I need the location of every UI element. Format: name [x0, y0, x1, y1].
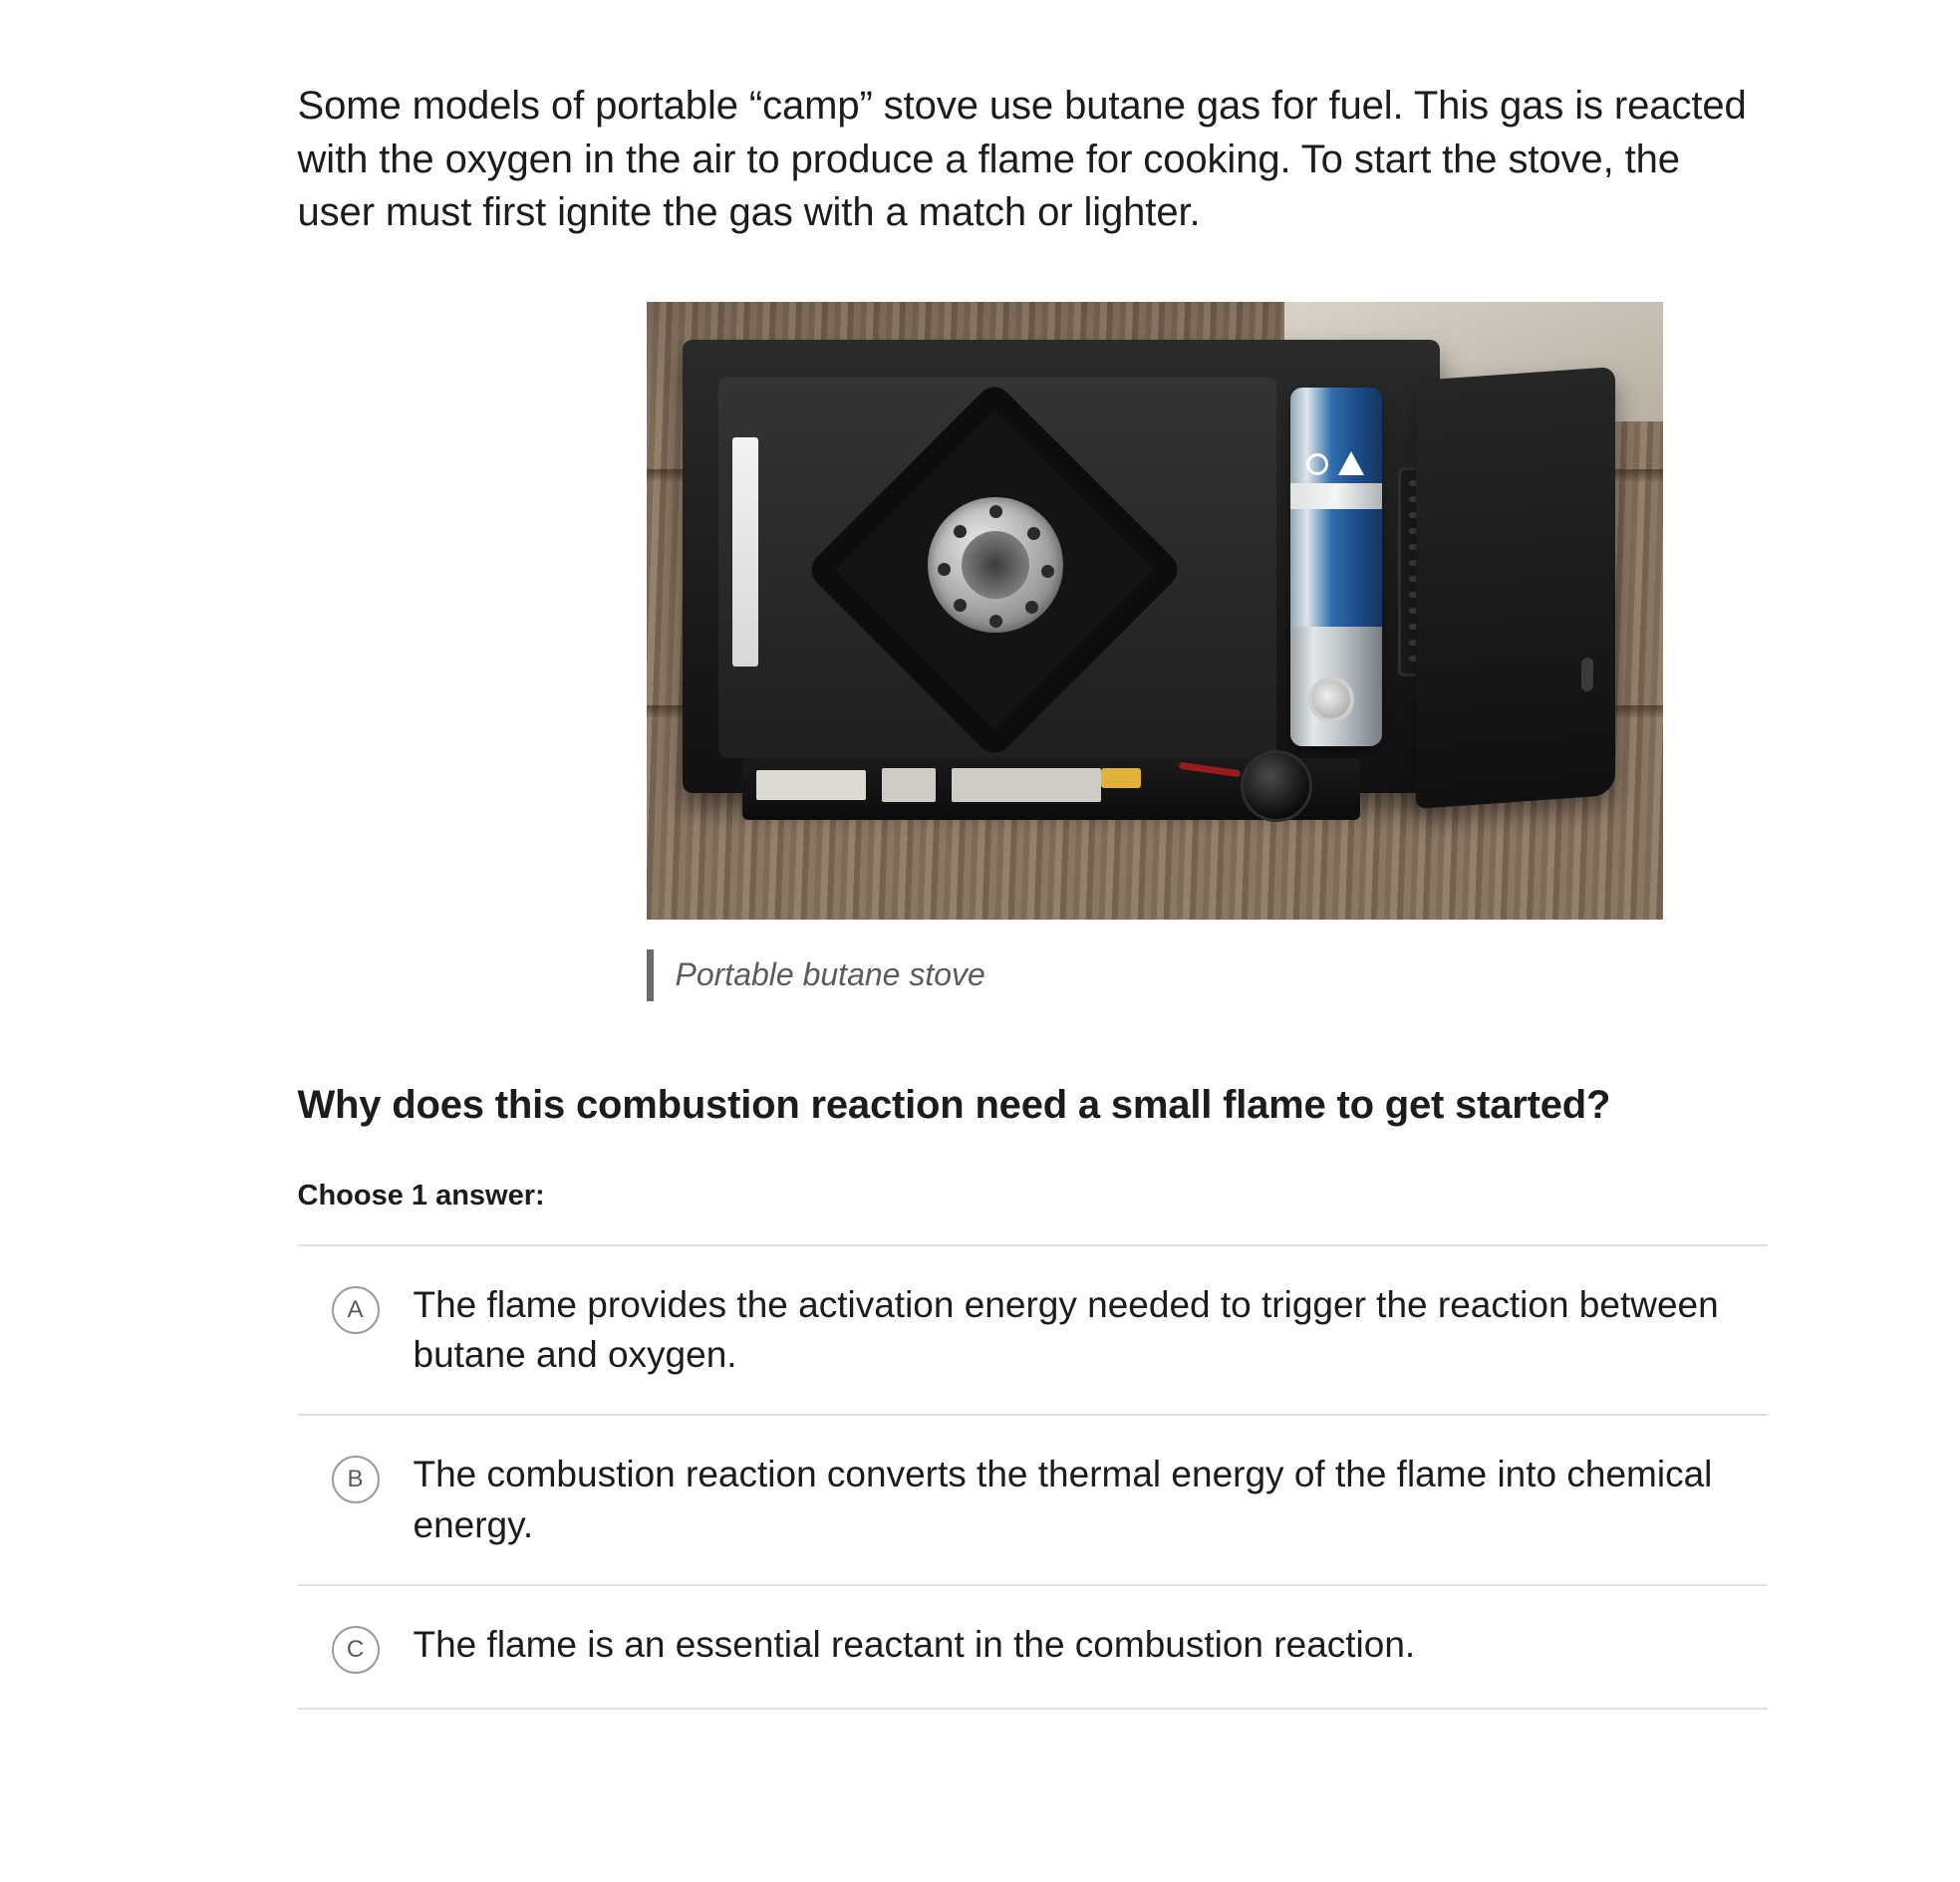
- figure: [298, 302, 1768, 920]
- question-prompt: Why does this combustion reaction need a small flame to get started?: [297, 1082, 1611, 1127]
- stove-body: [683, 340, 1440, 793]
- question-content: [134, 80, 1827, 1710]
- canister-circle-icon: [1306, 453, 1328, 475]
- stove-lid-tray: [1416, 367, 1615, 809]
- choice-letter-c[interactable]: C: [332, 1626, 380, 1674]
- canister-warning-icon: [1338, 451, 1364, 475]
- choice-text-b: The combustion reaction converts the thermal energy of the flame into chemical energy.: [413, 1454, 1713, 1545]
- choice-text-c: The flame is an essential reactant in the combustion reaction.: [413, 1624, 1416, 1666]
- canister-band: [1290, 483, 1382, 509]
- figure-caption: [298, 949, 1768, 1001]
- answer-choices: [298, 1244, 1768, 1710]
- caption-text: Portable butane stove: [675, 956, 985, 993]
- igniter-button: [1101, 768, 1141, 788]
- answer-choice-a[interactable]: [298, 1246, 1768, 1417]
- answer-choice-b[interactable]: [298, 1416, 1768, 1586]
- choice-text-a: The flame provides the activation energy needed to trigger the reaction between butane and oxygen.: [413, 1283, 1719, 1376]
- burner-holes: [928, 497, 1063, 633]
- control-dial: [1241, 750, 1312, 822]
- answer-choice-c[interactable]: [298, 1586, 1768, 1710]
- stove-photo: [647, 302, 1663, 920]
- front-label-2: [882, 768, 936, 802]
- answer-instruction: Choose 1 answer:: [297, 1179, 545, 1211]
- caption-accent-bar: [647, 949, 654, 1001]
- choice-letter-a[interactable]: A: [332, 1286, 380, 1334]
- front-label-3: [952, 768, 1101, 802]
- butane-canister: [1290, 388, 1382, 746]
- passage-text: Some models of portable “camp” stove use butane gas for fuel. This gas is reacted with the oxygen in the air to produce a flame for cooking. To start the stove, the user must first ignite the gas with a match or lighter.: [297, 84, 1747, 235]
- stove-label-strip: [732, 437, 758, 667]
- canister-valve: [1308, 676, 1354, 722]
- choice-letter-b[interactable]: B: [332, 1456, 380, 1503]
- tray-slot: [1581, 657, 1593, 691]
- front-label-1: [756, 770, 866, 800]
